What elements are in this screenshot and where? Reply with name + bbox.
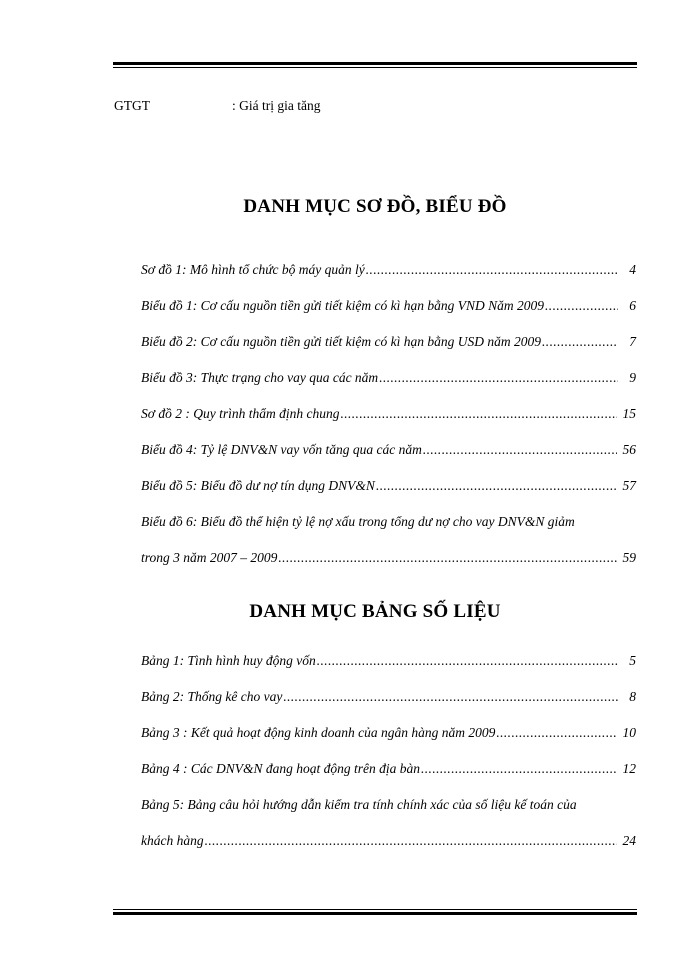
toc-entry-label: Bảng 3 : Kết quả hoạt động kinh doanh của ngân hàng năm 2009 — [141, 725, 496, 740]
toc-entry-label: Sơ đồ 2 : Quy trình thẩm định chung — [141, 406, 340, 421]
dot-leader — [317, 652, 618, 669]
dot-leader — [496, 724, 616, 741]
toc-entry[interactable] — [141, 477, 636, 513]
diagrams-list — [141, 261, 636, 585]
diagrams-heading: DANH MỤC SƠ ĐỒ, BIỂU ĐỒ — [243, 196, 507, 217]
tables-heading: DANH MỤC BẢNG SỐ LIỆU — [249, 601, 501, 622]
toc-entry-page: 9 — [629, 370, 636, 385]
toc-entry-label: Sơ đồ 1: Mô hình tổ chức bộ máy quản lý — [141, 262, 365, 277]
dot-leader — [421, 760, 617, 777]
toc-entry-line1[interactable] — [141, 513, 636, 549]
dot-leader — [379, 369, 618, 386]
toc-entry-page: 59 — [622, 550, 636, 565]
toc-entry[interactable] — [141, 261, 636, 297]
toc-entry[interactable] — [141, 405, 636, 441]
toc-entry-label: Bảng 2: Thống kê cho vay — [141, 689, 283, 704]
toc-entry[interactable] — [141, 297, 636, 333]
toc-entry-page: 24 — [622, 833, 636, 848]
toc-entry-label: Biểu đồ 4: Tỷ lệ DNV&N vay vốn tăng qua các năm — [141, 442, 422, 457]
toc-entry[interactable] — [141, 652, 636, 688]
toc-entry-page: 6 — [629, 298, 636, 313]
toc-entry[interactable] — [141, 333, 636, 369]
toc-entry-line2[interactable] — [141, 832, 636, 868]
toc-entry-page: 56 — [622, 442, 636, 457]
toc-entry[interactable] — [141, 688, 636, 724]
toc-entry[interactable] — [141, 441, 636, 477]
toc-entry-label: Biểu đồ 5: Biểu đồ dư nợ tín dụng DNV&N — [141, 478, 375, 493]
dot-leader — [278, 549, 616, 566]
toc-entry-line2[interactable] — [141, 549, 636, 585]
dot-leader — [423, 441, 617, 458]
toc-entry-page: 57 — [622, 478, 636, 493]
toc-entry-label: Bảng 1: Tình hình huy động vốn — [141, 653, 316, 668]
toc-entry-page: 5 — [629, 653, 636, 668]
header-rule — [113, 62, 637, 68]
toc-entry-page: 15 — [622, 406, 636, 421]
toc-entry[interactable] — [141, 724, 636, 760]
dot-leader — [340, 405, 616, 422]
abbreviation-definition: : Giá trị gia tăng — [232, 98, 321, 113]
toc-entry-label: Biểu đồ 2: Cơ cấu nguồn tiền gửi tiết kiệm có kì hạn bằng USD năm 2009 — [141, 334, 542, 349]
dot-leader — [545, 297, 618, 314]
tables-list — [141, 652, 636, 868]
abbreviation-term: GTGT — [114, 98, 150, 113]
dot-leader — [366, 261, 618, 278]
toc-entry-page: 7 — [629, 334, 636, 349]
toc-entry-label: Bảng 4 : Các DNV&N đang hoạt động trên địa bàn — [141, 761, 420, 776]
dot-leader — [205, 832, 617, 849]
toc-entry-page: 4 — [629, 262, 636, 277]
toc-entry-label-continued: khách hàng — [141, 833, 204, 848]
toc-entry[interactable] — [141, 760, 636, 796]
toc-entry-label-continued: trong 3 năm 2007 – 2009 — [141, 550, 278, 565]
toc-entry-page: 10 — [622, 725, 636, 740]
dot-leader — [283, 688, 618, 705]
toc-entry[interactable] — [141, 369, 636, 405]
dot-leader — [376, 477, 617, 494]
toc-entry-page: 8 — [629, 689, 636, 704]
toc-entry-label: Biểu đồ 3: Thực trạng cho vay qua các năm — [141, 370, 379, 385]
toc-entry-page: 12 — [622, 761, 636, 776]
dot-leader — [542, 333, 618, 350]
toc-entry-label: Bảng 5: Bảng câu hỏi hướng dẫn kiểm tra tính chính xác của số liệu kế toán của — [141, 797, 577, 812]
toc-entry-line1[interactable] — [141, 796, 636, 832]
toc-entry-label: Biểu đồ 6: Biểu đồ thể hiện tỷ lệ nợ xấu trong tổng dư nợ cho vay DNV&N giảm — [141, 514, 575, 529]
footer-rule — [113, 909, 637, 915]
toc-entry-label: Biểu đồ 1: Cơ cấu nguồn tiền gửi tiết kiệm có kì hạn bằng VND Năm 2009 — [141, 298, 545, 313]
